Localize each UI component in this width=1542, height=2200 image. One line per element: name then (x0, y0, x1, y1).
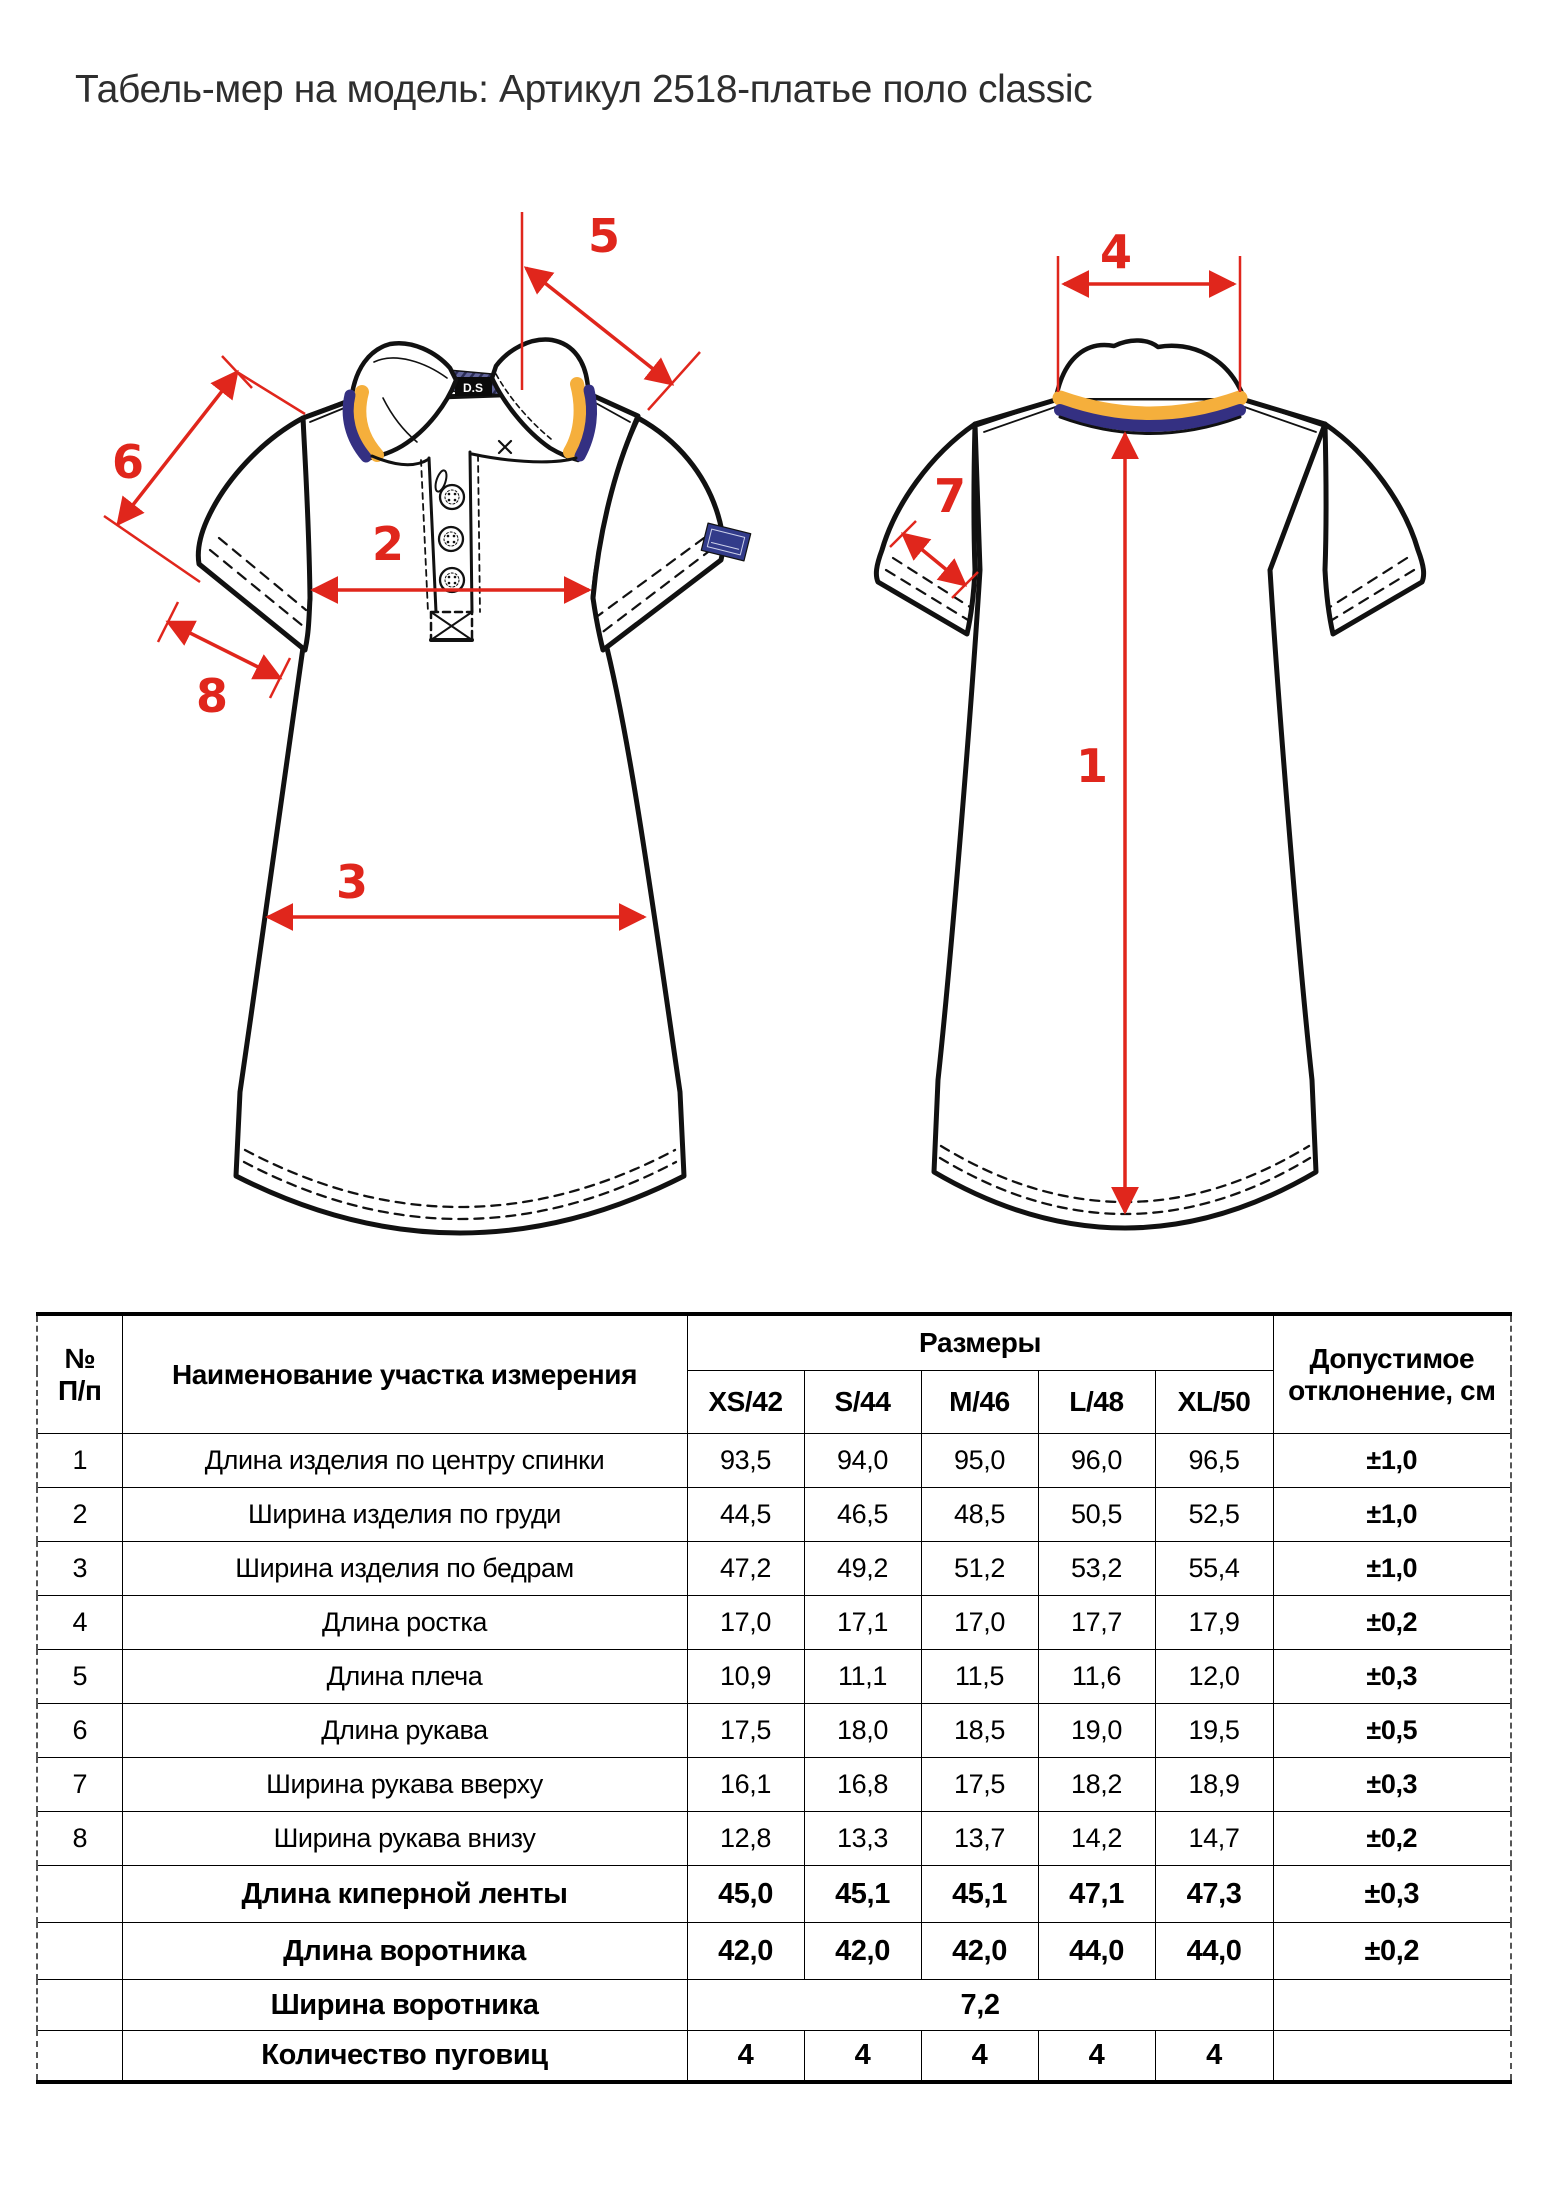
cell-tolerance: ±1,0 (1273, 1434, 1511, 1488)
cell-name: Длина ростка (122, 1596, 687, 1650)
back-right-sleeve (1325, 424, 1424, 634)
cell-value: 96,5 (1155, 1434, 1273, 1488)
table-row (37, 1488, 1511, 1542)
front-view (195, 340, 750, 1233)
header-size-m: M/46 (921, 1371, 1038, 1434)
cell-value: 45,1 (921, 1866, 1038, 1923)
cell-tolerance (1273, 1980, 1511, 2031)
cell-num: 8 (37, 1812, 122, 1866)
cell-name: Ширина воротника (122, 1980, 687, 2031)
cell-value: 44,0 (1038, 1923, 1155, 1980)
cell-value: 17,5 (921, 1758, 1038, 1812)
back-left-sleeve (876, 424, 975, 634)
cell-value: 45,1 (804, 1866, 921, 1923)
cell-value: 50,5 (1038, 1488, 1155, 1542)
cell-value: 53,2 (1038, 1542, 1155, 1596)
cell-value: 17,1 (804, 1596, 921, 1650)
table-row (37, 1704, 1511, 1758)
cell-value: 4 (687, 2031, 804, 2082)
cell-value: 17,7 (1038, 1596, 1155, 1650)
cell-value: 42,0 (804, 1923, 921, 1980)
cell-value: 11,6 (1038, 1650, 1155, 1704)
cell-value: 48,5 (921, 1488, 1038, 1542)
table-row (37, 1812, 1511, 1866)
back-body (934, 398, 1325, 1228)
cell-name: Количество пуговиц (122, 2031, 687, 2082)
header-num (37, 1314, 122, 1434)
header-tolerance (1273, 1314, 1511, 1434)
cell-value: 18,2 (1038, 1758, 1155, 1812)
header-sizes-title: Размеры (687, 1314, 1273, 1371)
button (439, 527, 463, 551)
cell-name: Длина рукава (122, 1704, 687, 1758)
header-num-line2: П/п (57, 1374, 102, 1406)
cell-name: Длина плеча (122, 1650, 687, 1704)
cell-tolerance: ±0,3 (1273, 1650, 1511, 1704)
cell-value: 14,7 (1155, 1812, 1273, 1866)
cell-value: 19,0 (1038, 1704, 1155, 1758)
table-row (37, 1923, 1511, 1980)
cell-value: 94,0 (804, 1434, 921, 1488)
cell-name: Длина киперной ленты (122, 1866, 687, 1923)
cell-value: 16,8 (804, 1758, 921, 1812)
cell-tolerance: ±0,2 (1273, 1596, 1511, 1650)
header-size-l: L/48 (1038, 1371, 1155, 1434)
cell-name: Ширина рукава вверху (122, 1758, 687, 1812)
cell-value: 44,0 (1155, 1923, 1273, 1980)
cell-value: 10,9 (687, 1650, 804, 1704)
cell-value: 52,5 (1155, 1488, 1273, 1542)
table-row (37, 1596, 1511, 1650)
cell-name: Ширина изделия по груди (122, 1488, 687, 1542)
measure-label-6: 6 (111, 435, 145, 489)
cell-value: 96,0 (1038, 1434, 1155, 1488)
measure-label-5: 5 (587, 209, 621, 263)
table-row (37, 1650, 1511, 1704)
header-name: Наименование участка измерения (122, 1314, 687, 1434)
page-title: Табель-мер на модель: Артикул 2518-платье поло classic (75, 68, 1093, 111)
cell-value: 46,5 (804, 1488, 921, 1542)
cell-value: 18,9 (1155, 1758, 1273, 1812)
cell-tolerance: ±0,3 (1273, 1758, 1511, 1812)
cell-num (37, 2031, 122, 2082)
cell-value: 44,5 (687, 1488, 804, 1542)
cell-num: 2 (37, 1488, 122, 1542)
cell-value: 12,0 (1155, 1650, 1273, 1704)
cell-value: 18,0 (804, 1704, 921, 1758)
brand-label-text: D.S (462, 381, 484, 395)
table-row (37, 1434, 1511, 1488)
cell-num: 1 (37, 1434, 122, 1488)
cell-num (37, 1980, 122, 2031)
cell-value: 55,4 (1155, 1542, 1273, 1596)
cell-value: 95,0 (921, 1434, 1038, 1488)
cell-tolerance: ±0,2 (1273, 1923, 1511, 1980)
measurement-table (36, 1312, 1512, 2084)
header-tol-line2: отклонение, см (1288, 1374, 1496, 1406)
cell-name: Длина изделия по центру спинки (122, 1434, 687, 1488)
cell-value: 45,0 (687, 1866, 804, 1923)
cell-name: Ширина рукава внизу (122, 1812, 687, 1866)
cell-value: 93,5 (687, 1434, 804, 1488)
cell-value: 47,1 (1038, 1866, 1155, 1923)
cell-value: 4 (921, 2031, 1038, 2082)
back-collar (1056, 340, 1244, 398)
measure-label-3: 3 (335, 855, 369, 909)
cell-num (37, 1923, 122, 1980)
measure-label-7: 7 (933, 469, 967, 523)
cell-value: 12,8 (687, 1812, 804, 1866)
cell-tolerance: ±0,3 (1273, 1866, 1511, 1923)
cell-value: 16,1 (687, 1758, 804, 1812)
measure-label-1: 1 (1075, 739, 1109, 793)
cell-merged-value: 7,2 (687, 1980, 1273, 2031)
header-size-xl: XL/50 (1155, 1371, 1273, 1434)
cell-value: 42,0 (687, 1923, 804, 1980)
cell-tolerance: ±0,5 (1273, 1704, 1511, 1758)
cell-value: 11,1 (804, 1650, 921, 1704)
cell-tolerance (1273, 2031, 1511, 2082)
cell-value: 13,3 (804, 1812, 921, 1866)
cell-name: Длина воротника (122, 1923, 687, 1980)
cell-value: 49,2 (804, 1542, 921, 1596)
cell-value: 14,2 (1038, 1812, 1155, 1866)
measure-label-4: 4 (1099, 225, 1133, 279)
cell-value: 4 (1038, 2031, 1155, 2082)
cell-num: 7 (37, 1758, 122, 1812)
cell-value: 47,3 (1155, 1866, 1273, 1923)
cell-value: 13,7 (921, 1812, 1038, 1866)
cell-value: 47,2 (687, 1542, 804, 1596)
table-row (37, 1542, 1511, 1596)
cell-num: 6 (37, 1704, 122, 1758)
cell-value: 17,5 (687, 1704, 804, 1758)
cell-value: 4 (1155, 2031, 1273, 2082)
header-size-s: S/44 (804, 1371, 921, 1434)
cell-num (37, 1866, 122, 1923)
cell-value: 4 (804, 2031, 921, 2082)
cell-value: 19,5 (1155, 1704, 1273, 1758)
cell-num: 4 (37, 1596, 122, 1650)
table-row (37, 1758, 1511, 1812)
cell-num: 3 (37, 1542, 122, 1596)
table-row (37, 2031, 1511, 2082)
header-size-xs: XS/42 (687, 1371, 804, 1434)
cell-value: 17,9 (1155, 1596, 1273, 1650)
front-left-sleeve (198, 418, 310, 650)
measure-label-2: 2 (371, 517, 405, 571)
cell-value: 42,0 (921, 1923, 1038, 1980)
cell-name: Ширина изделия по бедрам (122, 1542, 687, 1596)
cell-num: 5 (37, 1650, 122, 1704)
table-row (37, 1866, 1511, 1923)
cell-tolerance: ±0,2 (1273, 1812, 1511, 1866)
cell-value: 51,2 (921, 1542, 1038, 1596)
cell-value: 17,0 (687, 1596, 804, 1650)
cell-tolerance: ±1,0 (1273, 1542, 1511, 1596)
header-num-line1: № (64, 1343, 96, 1375)
cell-tolerance: ±1,0 (1273, 1488, 1511, 1542)
cell-value: 17,0 (921, 1596, 1038, 1650)
cell-value: 18,5 (921, 1704, 1038, 1758)
button (440, 485, 464, 509)
table-row (37, 1980, 1511, 2031)
cell-value: 11,5 (921, 1650, 1038, 1704)
header-tol-line1: Допустимое (1309, 1343, 1475, 1375)
measure-label-8: 8 (195, 669, 229, 723)
